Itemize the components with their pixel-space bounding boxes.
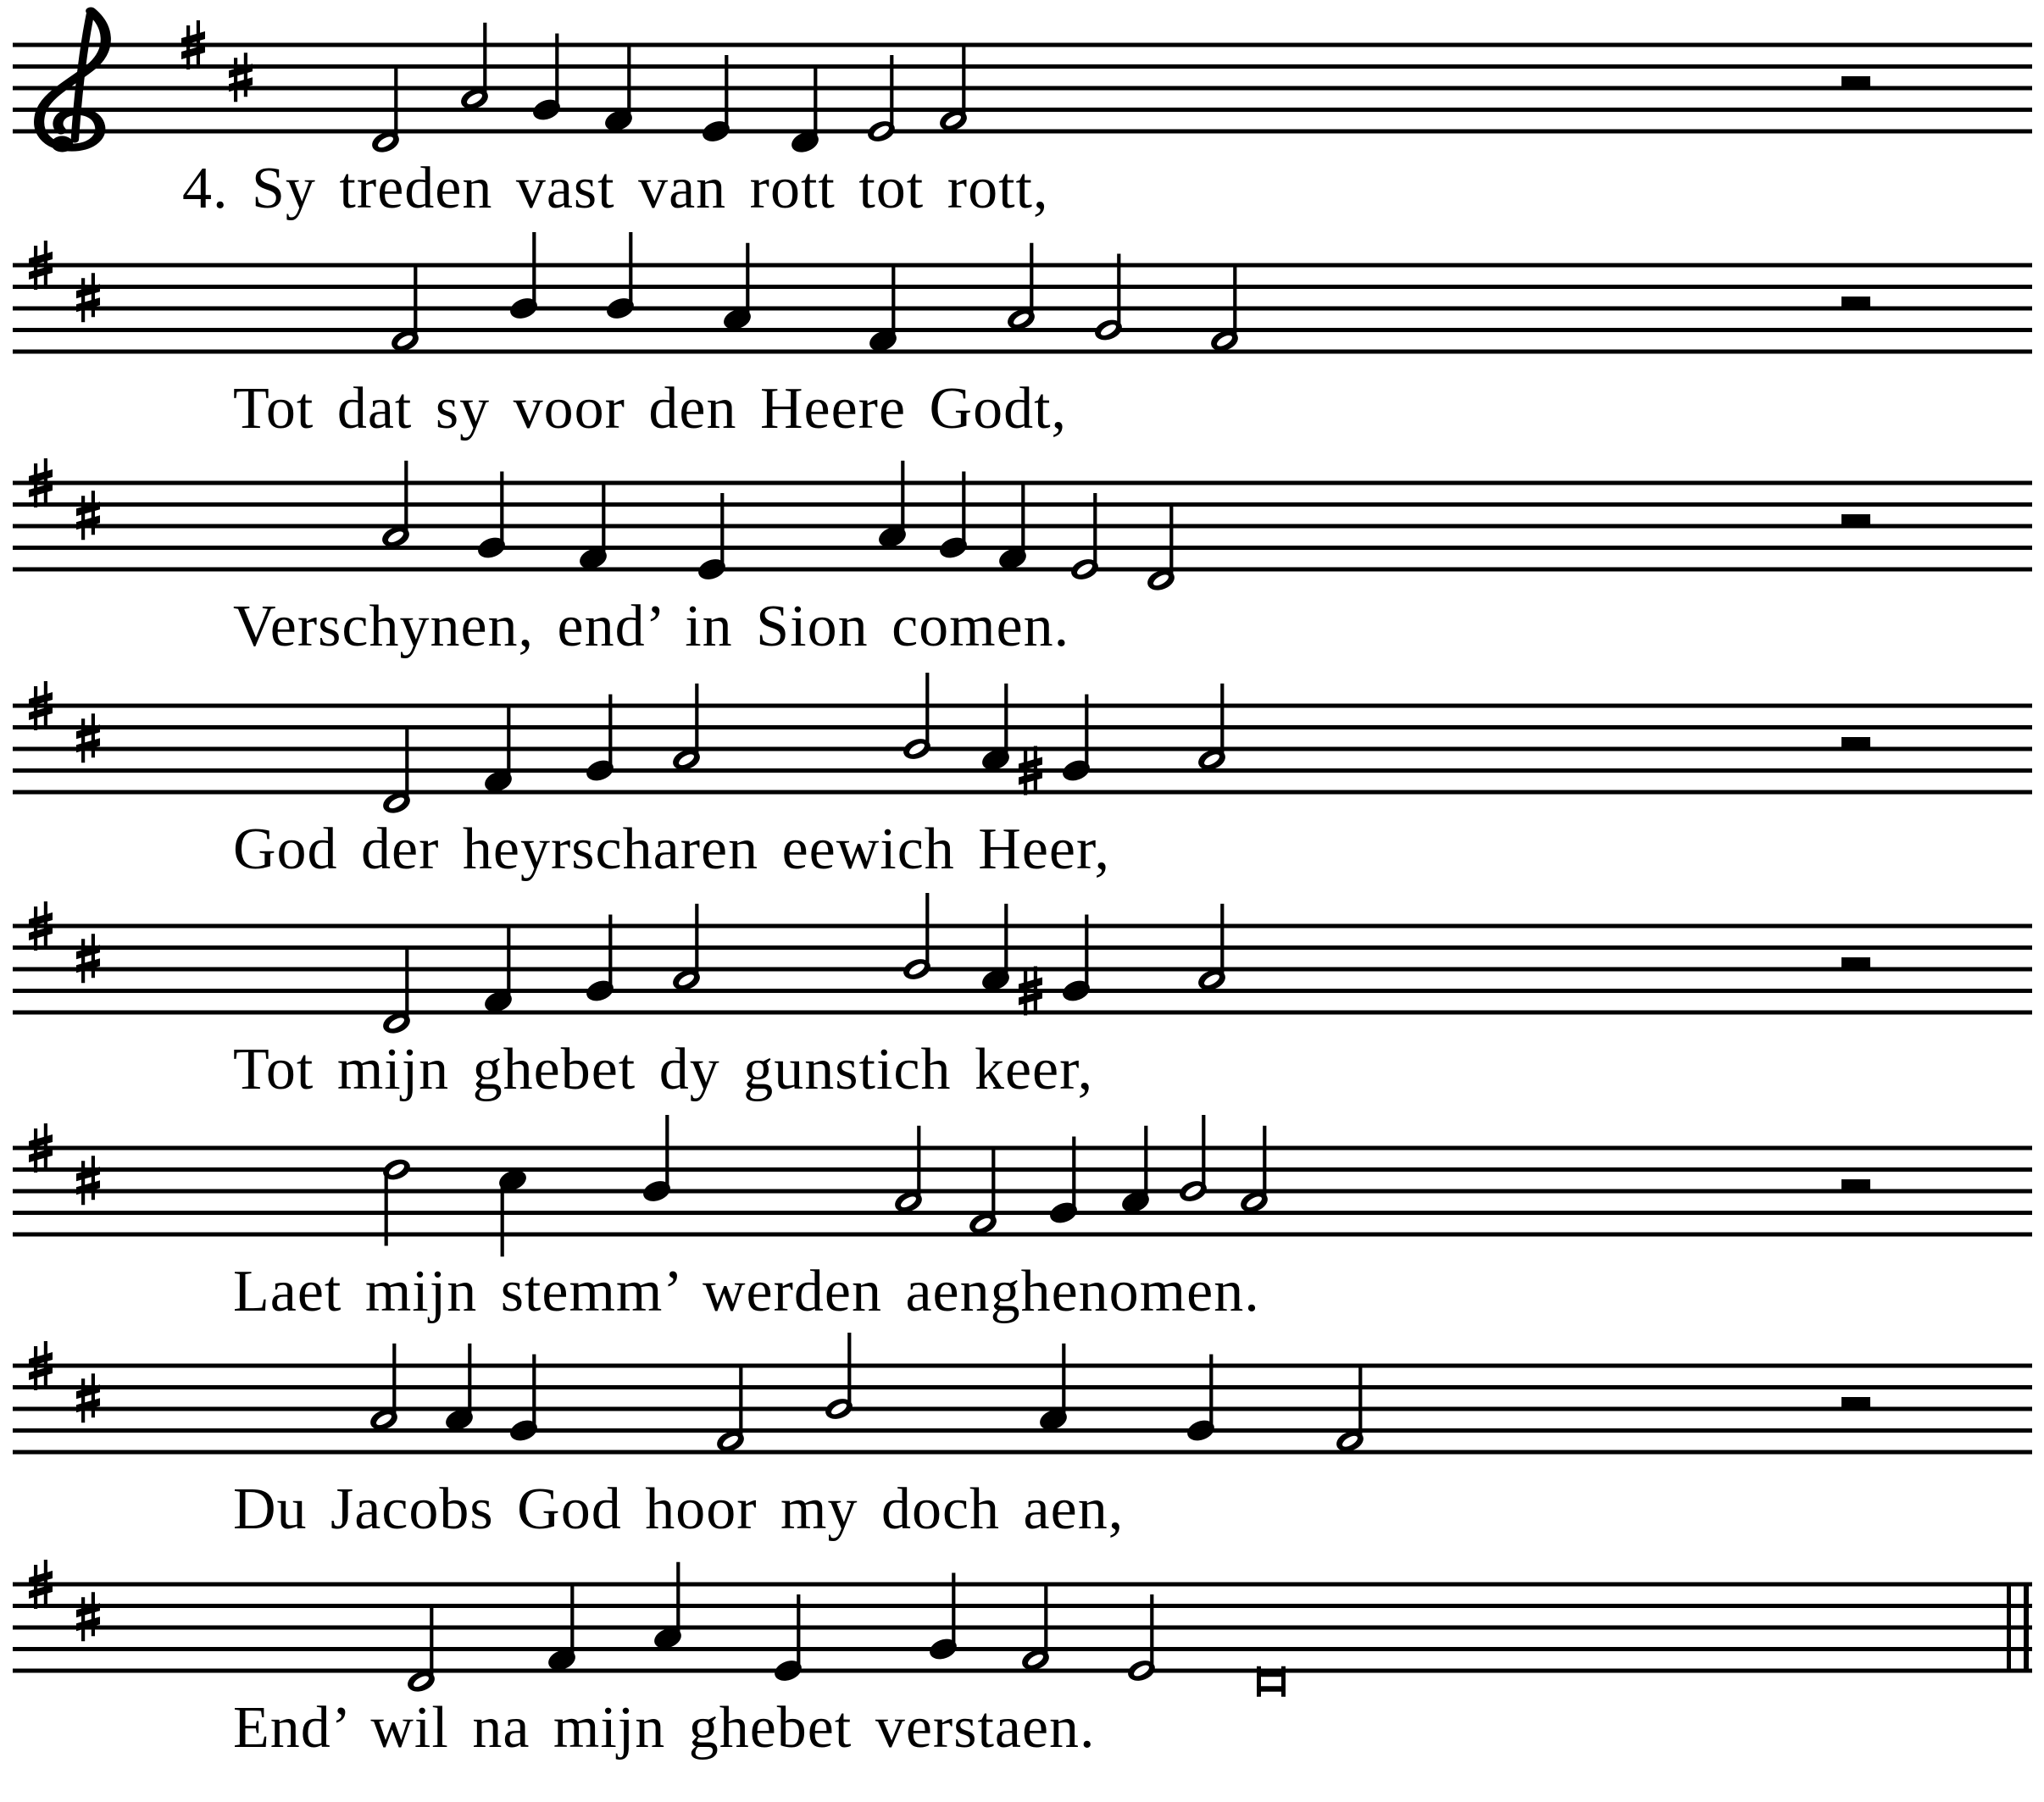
staff-line	[13, 1647, 2032, 1651]
note-stem	[385, 1172, 388, 1246]
system-3	[13, 458, 2032, 659]
half-rest	[1841, 514, 1870, 526]
note-stem	[1021, 482, 1025, 557]
note	[641, 1115, 674, 1205]
note	[823, 1333, 856, 1422]
staff-line	[13, 263, 2032, 268]
note	[901, 673, 934, 762]
half-rest	[1841, 1179, 1870, 1191]
staff-line	[13, 1428, 2032, 1433]
note-stem	[1062, 1344, 1065, 1418]
note-stem	[917, 1126, 920, 1200]
note-stem	[814, 66, 817, 141]
note-stem	[414, 264, 417, 339]
staff-music	[13, 232, 2032, 354]
staff-line	[13, 1583, 2032, 1587]
staff-line	[13, 1604, 2032, 1608]
note-stem	[925, 673, 929, 747]
note-stem	[483, 23, 486, 97]
staff-music	[13, 1115, 2032, 1256]
system-4	[13, 673, 2032, 882]
staff-line	[13, 1669, 2032, 1673]
staff-line	[13, 86, 2032, 91]
staff-music	[13, 458, 2032, 594]
key-signature-sharp	[229, 53, 253, 102]
note-stem	[739, 1365, 742, 1439]
note-stem	[797, 1594, 800, 1669]
note-stem	[430, 1605, 433, 1680]
lyric-line: Du Jacobs God hoor my doch aen,	[233, 1477, 1125, 1542]
note	[1177, 1115, 1210, 1205]
note-stem	[1004, 904, 1008, 979]
staff-line	[13, 1167, 2032, 1172]
key-signature-sharp	[76, 1373, 100, 1422]
note-stem	[891, 264, 895, 339]
note-stem	[1072, 1137, 1075, 1211]
key-signature-sharp	[76, 713, 100, 762]
note-stem	[1263, 1126, 1266, 1200]
lyric-line: Laet mijn stemm’ werden aenghenomen.	[233, 1259, 1260, 1324]
staff-line	[13, 43, 2032, 47]
note-stem	[1220, 684, 1224, 758]
system-1	[13, 11, 2032, 221]
staff-line	[13, 1233, 2032, 1237]
note-stem	[746, 243, 749, 318]
staff-line	[13, 1211, 2032, 1215]
staff-music	[13, 1560, 2032, 1697]
staff-line	[13, 968, 2032, 972]
note-stem	[952, 1573, 955, 1648]
staff-music	[13, 1333, 2032, 1455]
lyric-line: Tot dat sy voor den Heere Godt,	[233, 376, 1068, 441]
note-stem	[676, 1562, 680, 1637]
staff-line	[13, 747, 2032, 751]
note-stem	[602, 482, 605, 557]
note-stem	[507, 925, 510, 1000]
note-stem	[1358, 1365, 1362, 1439]
note	[1019, 695, 1092, 796]
staff-line	[13, 108, 2032, 112]
note-stem	[570, 1583, 574, 1658]
note-stem	[627, 44, 630, 119]
note-stem	[962, 472, 965, 546]
staff-line	[13, 945, 2032, 950]
staff-line	[13, 64, 2032, 69]
staff-music	[13, 673, 2032, 817]
note-stem	[1085, 695, 1088, 769]
key-signature-sharp	[76, 273, 100, 322]
note-stem	[1202, 1115, 1205, 1189]
system-6	[13, 1115, 2032, 1324]
staff-line	[13, 790, 2032, 795]
lyric-line: 4. Sy treden vast van rott tot rott,	[182, 156, 1049, 221]
note-stem	[1044, 1583, 1047, 1658]
note-stem	[532, 232, 536, 307]
key-signature-sharp	[76, 934, 100, 983]
staff-music	[13, 11, 2032, 156]
key-signature-sharp	[76, 1592, 100, 1641]
lyric-line: End’ wil na mijn ghebet verstaen.	[233, 1695, 1096, 1760]
note-stem	[725, 55, 728, 130]
note-stem	[901, 461, 904, 535]
note-stem	[507, 705, 510, 779]
note-stem	[1117, 254, 1120, 329]
note-stem	[962, 44, 965, 119]
note-stem	[1085, 915, 1088, 990]
staff-line	[13, 704, 2032, 708]
system-2	[13, 232, 2032, 441]
note-stem	[500, 472, 503, 546]
note	[508, 232, 541, 322]
staff-line	[13, 130, 2032, 134]
system-5	[13, 893, 2032, 1102]
note-stem	[392, 1344, 396, 1418]
staff-line	[13, 568, 2032, 572]
note-stem	[890, 55, 893, 130]
note-stem	[629, 232, 632, 307]
half-rest	[1841, 737, 1870, 749]
lyric-line: Verschynen, end’ in Sion comen.	[233, 594, 1070, 659]
staff-music	[13, 893, 2032, 1037]
staff-line	[13, 924, 2032, 929]
staff-line	[13, 1146, 2032, 1151]
note-stem	[925, 893, 929, 968]
half-rest	[1841, 76, 1870, 88]
note-stem	[1220, 904, 1224, 979]
lyric-line: God der heyrscharen eewich Heer,	[233, 817, 1110, 882]
note-stem	[608, 695, 612, 769]
staff-line	[13, 1407, 2032, 1411]
staff-line	[13, 350, 2032, 354]
note-stem	[608, 915, 612, 990]
staff-line	[13, 1626, 2032, 1630]
note-stem	[695, 904, 698, 979]
staff-line	[13, 285, 2032, 289]
system-7	[13, 1333, 2032, 1542]
staff-line	[13, 1011, 2032, 1015]
note-stem	[1209, 1355, 1213, 1429]
note-stem	[405, 947, 408, 1022]
staff-line	[13, 1385, 2032, 1389]
half-rest	[1841, 1397, 1870, 1409]
staff-line	[13, 1450, 2032, 1455]
key-signature-sharp	[76, 1156, 100, 1205]
note-stem	[501, 1182, 504, 1256]
key-signature-sharp	[76, 491, 100, 540]
staff-line	[13, 1189, 2032, 1194]
note-stem	[847, 1333, 851, 1407]
note-stem	[404, 461, 408, 535]
note-stem	[991, 1147, 995, 1222]
system-8	[13, 1560, 2032, 1760]
note	[1019, 915, 1092, 1016]
note-stem	[468, 1344, 471, 1418]
note-stem	[1233, 264, 1236, 339]
note-stem	[1150, 1594, 1153, 1669]
note-stem	[720, 493, 724, 568]
staff-line	[13, 1364, 2032, 1368]
note-stem	[1144, 1126, 1147, 1200]
note-stem	[1030, 243, 1033, 318]
note	[901, 893, 934, 983]
note-stem	[1169, 504, 1173, 579]
note-stem	[405, 727, 408, 801]
note-stem	[1093, 493, 1097, 568]
note-stem	[695, 684, 698, 758]
lyric-line: Tot mijn ghebet dy gunstich keer,	[233, 1037, 1094, 1102]
half-rest	[1841, 957, 1870, 969]
half-rest	[1841, 297, 1870, 308]
note-stem	[1004, 684, 1008, 758]
note-stem	[665, 1115, 669, 1189]
note-stem	[394, 66, 397, 141]
staff-line	[13, 725, 2032, 729]
note-stem	[532, 1355, 536, 1429]
note-stem	[555, 34, 558, 108]
note	[604, 232, 637, 322]
